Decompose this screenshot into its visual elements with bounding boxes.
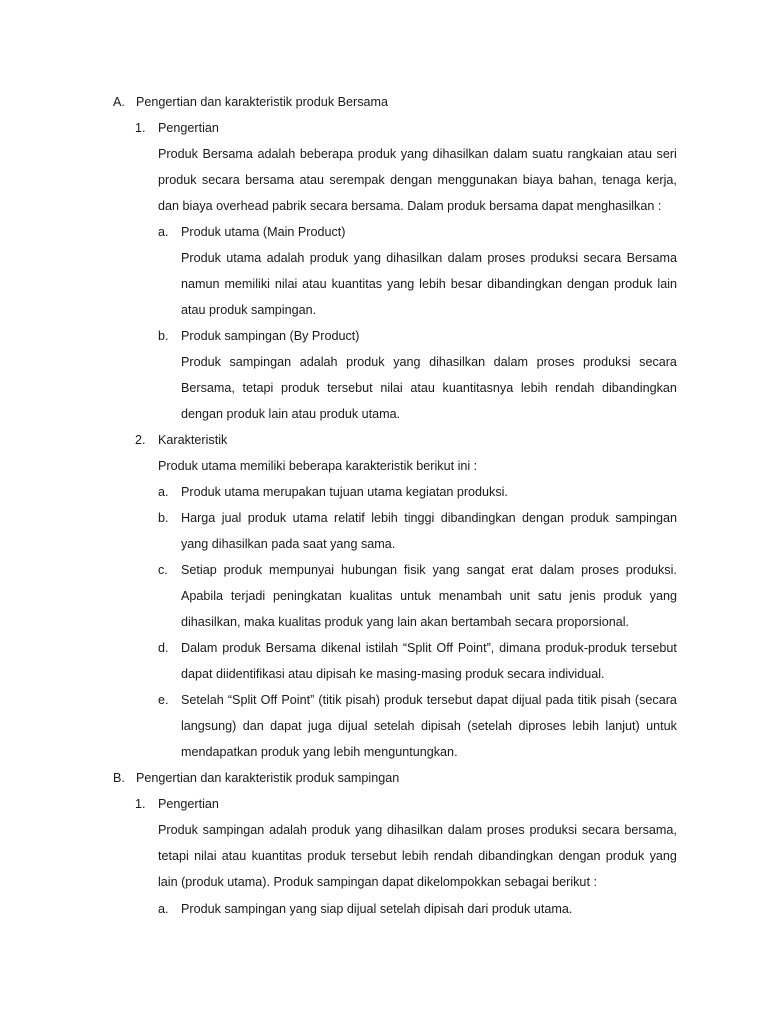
section-b-marker: B. xyxy=(113,771,125,785)
a2b-marker: b. xyxy=(158,511,169,525)
a2a-line: Produk utama merupakan tujuan utama kegiatan produksi. xyxy=(181,485,508,499)
b1a-marker: a. xyxy=(158,902,169,916)
b1-marker: 1. xyxy=(135,797,146,811)
a2c-marker: c. xyxy=(158,563,168,577)
section-a-title: Pengertian dan karakteristik produk Bersama xyxy=(136,95,389,109)
a1-para-line: produk secara bersama atau serempak dengan menggunakan biaya bahan, tenaga kerja, xyxy=(158,173,677,187)
a1-heading: Pengertian xyxy=(158,121,219,135)
b1-para-line: lain (produk utama). Produk sampingan dapat dikelompokkan sebagai berikut : xyxy=(158,875,597,889)
a2e-marker: e. xyxy=(158,693,169,707)
a2e-line: Setelah “Split Off Point” (titik pisah) produk tersebut dapat dijual pada titik pisah (secara xyxy=(181,693,677,707)
a2c-line: Setiap produk mempunyai hubungan fisik yang sangat erat dalam proses produksi. xyxy=(181,563,677,577)
a1-para-line: dan biaya overhead pabrik secara bersama. Dalam produk bersama dapat menghasilkan : xyxy=(158,199,662,213)
a1a-heading: Produk utama (Main Product) xyxy=(181,225,346,239)
a1a-line: atau produk sampingan. xyxy=(181,303,317,317)
b1a-line: Produk sampingan yang siap dijual setelah dipisah dari produk utama. xyxy=(181,902,573,916)
section-b-title: Pengertian dan karakteristik produk sampingan xyxy=(136,771,400,785)
a2-marker: 2. xyxy=(135,433,146,447)
a1-marker: 1. xyxy=(135,121,146,135)
a1a-line: Produk utama adalah produk yang dihasilkan dalam proses produksi secara Bersama xyxy=(181,251,677,265)
a2d-marker: d. xyxy=(158,641,169,655)
a2d-line: Dalam produk Bersama dikenal istilah “Split Off Point”, dimana produk-produk tersebut xyxy=(181,641,677,655)
a1-para-line: Produk Bersama adalah beberapa produk yang dihasilkan dalam suatu rangkaian atau seri xyxy=(158,147,677,161)
a1a-line: namun memiliki nilai atau kuantitas yang lebih besar dibandingkan dengan produk lain xyxy=(181,277,677,291)
b1-heading: Pengertian xyxy=(158,797,219,811)
a2d-line: dapat diidentifikasi atau dipisah ke masing-masing produk secara individual. xyxy=(181,667,605,681)
a2b-line: Harga jual produk utama relatif lebih tinggi dibandingkan dengan produk sampingan xyxy=(181,511,677,525)
a2-heading: Karakteristik xyxy=(158,433,228,447)
section-a-marker: A. xyxy=(113,95,125,109)
a2a-marker: a. xyxy=(158,485,169,499)
a2e-line: mendapatkan produk yang lebih menguntungkan. xyxy=(181,745,458,759)
a2c-line: Apabila terjadi peningkatan kualitas untuk menambah unit satu jenis produk yang xyxy=(181,589,677,603)
b1-para-line: tetapi nilai atau kuantitas produk tersebut lebih rendah dibandingkan dengan produk yang xyxy=(158,849,677,863)
a1a-marker: a. xyxy=(158,225,169,239)
a2-intro: Produk utama memiliki beberapa karakteristik berikut ini : xyxy=(158,459,478,473)
a1b-line: Produk sampingan adalah produk yang dihasilkan dalam proses produksi secara xyxy=(181,355,677,369)
a1b-marker: b. xyxy=(158,329,169,343)
b1-para-line: Produk sampingan adalah produk yang dihasilkan dalam proses produksi secara bersama, xyxy=(158,823,677,837)
a2e-line: langsung) dan dapat juga dijual setelah dipisah (setelah diproses lebih lanjut) untuk xyxy=(181,719,677,733)
a1b-line: dengan produk lain atau produk utama. xyxy=(181,407,401,421)
a1b-heading: Produk sampingan (By Product) xyxy=(181,329,360,343)
a2b-line: yang dihasilkan pada saat yang sama. xyxy=(181,537,396,551)
a1b-line: Bersama, tetapi produk tersebut nilai atau kuantitasnya lebih rendah dibandingkan xyxy=(181,381,677,395)
a2c-line: dihasilkan, maka kualitas produk yang lain akan bertambah secara proporsional. xyxy=(181,615,630,629)
